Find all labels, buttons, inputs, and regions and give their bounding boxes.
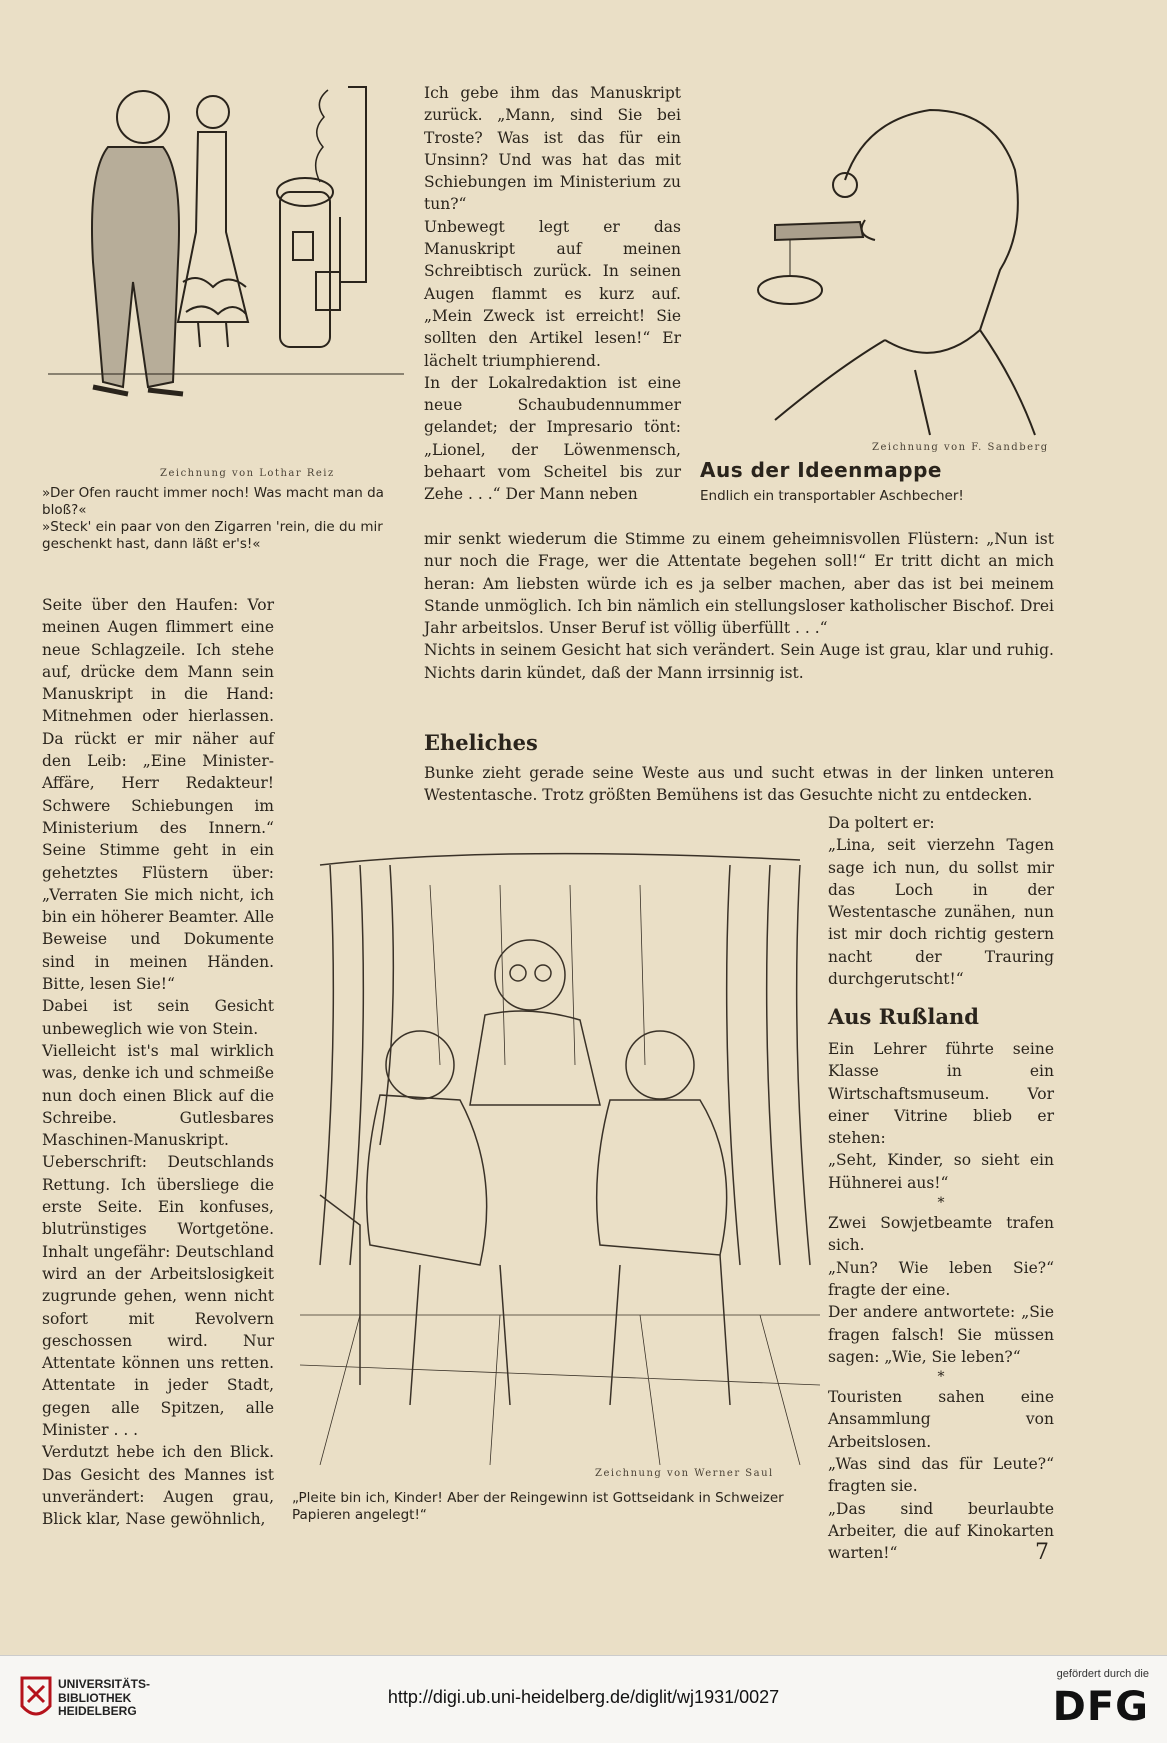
left-para: Dabei ist sein Gesicht unbeweglich wie von Stein. xyxy=(42,997,274,1038)
stove xyxy=(280,192,330,347)
left-para: Seite über den Haufen: Vor meinen Augen flimmert eine neue Schlagzeile. Ich stehe auf, drücke dem Mann sein Manuskript in die Hand: Mitnehmen oder hierlassen. Da rückt er mir näher auf den Leib: „Eine Minister-Affäre, Herr Redakteur! Schwere Schiebungen im Ministerium des Innern.“ Seine Stimme geht in ein gehetztes Flüstern über: „Verraten Sie mich nicht, ich bin ein höherer Beamter. Alle Beweise und Dokumente sind in meinen Händen. Bitte, lesen Sie!“ xyxy=(42,596,274,994)
separator-star: * xyxy=(937,1369,945,1386)
russland-para: Touristen sahen eine Ansammlung von Arbeitslosen. xyxy=(828,1388,1054,1451)
page-number: 7 xyxy=(1035,1540,1049,1565)
glasses xyxy=(833,173,857,197)
man-body xyxy=(92,147,179,387)
russland-column xyxy=(828,1038,1054,1565)
russland-para: „Das sind beurlaubte Arbeiter, die auf Kinokarten warten!“ xyxy=(828,1499,1054,1563)
cartoon1-caption-line2: »Steck' ein paar von den Zigarren 'rein, die du mir geschenkt hast, dann läßt er's!« xyxy=(42,519,383,552)
left-para: Vielleicht ist's mal wirklich was, denke ich und schmeiße nun doch einen Blick auf die Schreibe. Gutlesbares Maschinen-Manuskript. xyxy=(42,1041,274,1150)
cartoon3-caption: „Pleite bin ich, Kinder! Aber der Reingewinn ist Gottseidank in Schweizer Papieren angelegt!“ xyxy=(292,1490,784,1523)
footer-bar xyxy=(0,1655,1167,1743)
russland-para: „Was sind das für Leute?“ fragten sie. xyxy=(828,1455,1054,1496)
russland-para: Zwei Sowjetbeamte trafen sich. xyxy=(828,1214,1054,1255)
curtain-rod xyxy=(320,854,800,865)
source-url-link[interactable]: http://digi.ub.uni-heidelberg.de/diglit/wj1931/0027 xyxy=(387,1687,780,1707)
cartoon1-caption-line1: »Der Ofen raucht immer noch! Was macht man da bloß?« xyxy=(42,485,384,518)
cartoon3-credit: Zeichnung von Werner Saul xyxy=(595,1468,774,1479)
woman-dress xyxy=(178,132,248,322)
university-line: HEIDELBERG xyxy=(58,1704,137,1718)
funding-text: gefördert durch die xyxy=(1056,1668,1149,1680)
woman-head xyxy=(197,96,229,128)
stovepipe xyxy=(340,87,366,282)
ashtray xyxy=(758,276,822,304)
woman-right-head xyxy=(626,1031,694,1099)
eheliches-line: Da poltert er: xyxy=(828,814,935,832)
eheliches-line: „Lina, seit vierzehn Tagen sage ich nun, du sollst mir das Loch in der Westentasche zunähen, nun ist mir doch richtig gestern nacht der Trauring durchgerutscht!“ xyxy=(828,836,1054,989)
wide-para: Nichts in seinem Gesicht hat sich verändert. Sein Auge ist grau, klar und ruhig. Nichts darin kündet, daß der Mann irrsinnig ist. xyxy=(424,641,1054,682)
cartoon-pleite-drawing xyxy=(300,845,820,1465)
cartoon1-caption xyxy=(42,485,402,553)
cartoon-stove-drawing xyxy=(48,82,404,462)
collar xyxy=(775,330,1035,435)
floor-lines xyxy=(300,1315,820,1465)
russland-para: Der andere antwortete: „Sie fragen falsch! Sie müssen sagen: „Wie, Sie leben?“ xyxy=(828,1303,1054,1366)
cartoon-ashtray-drawing xyxy=(715,100,1055,440)
curtain-left xyxy=(320,865,393,1265)
dfg-logo: DFG xyxy=(1052,1684,1149,1730)
eheliches-title: Eheliches xyxy=(424,730,538,755)
cigar-holder xyxy=(775,222,863,240)
russland-para: „Seht, Kinder, so sieht ein Hühnerei aus!“ xyxy=(828,1151,1054,1192)
middle-para: In der Lokalredaktion ist eine neue Schaubudennummer gelandet; der Impresario tönt: „Lionel, der Löwenmensch, behaart vom Scheitel bis zur Zehe . . .“ Der Mann neben xyxy=(424,373,681,504)
woman-left-head xyxy=(386,1031,454,1099)
man-head-outline xyxy=(845,110,1018,353)
left-column xyxy=(42,594,274,1530)
window-grate xyxy=(316,272,340,310)
man-body xyxy=(470,1011,600,1105)
left-para: Ueberschrift: Deutschlands Rettung. Ich übersliege die erste Seite. Ein konfuses, blutrünstiges Wortgetöne. Inhalt ungefähr: Deutschland wird an der Arbeitslosigkeit zugrunde gehen, wenn nicht sofort mit Revolvern geschossen wird. Nur Attentate können uns retten. Attentate in jeder Stadt, gegen alle Spitzen, alle Minister . . . xyxy=(42,1153,274,1439)
wide-para: mir senkt wiederum die Stimme zu einem geheimnisvollen Flüstern: „Nun ist nur noch die Frage, wer die Attentate begehen soll!“ Er tritt dicht an mich heran: Am liebsten würde ich es ja selber machen, aber das ist bei meinem Stande unmöglich. Ich bin nämlich ein stellungsloser katholischer Bischof. Drei Jahr arbeitslos. Unser Beruf ist völlig überfüllt . . .“ xyxy=(424,530,1054,638)
cartoon2-credit: Zeichnung von F. Sandberg xyxy=(872,442,1049,453)
man-head xyxy=(117,91,169,143)
woman-left-body xyxy=(367,1095,487,1265)
cartoon2-title: Aus der Ideenmappe xyxy=(700,458,942,482)
woman-right-body xyxy=(597,1100,727,1255)
russland-title: Aus Rußland xyxy=(828,1004,979,1029)
left-para: Verdutzt hebe ich den Blick. Das Gesicht des Mannes ist unverändert: Augen grau, Blick klar, Nase gewöhnlich, xyxy=(42,1443,274,1529)
middle-para: Unbewegt legt er das Manuskript auf meinen Schreibtisch zurück. In seinen Augen flammt es kurz auf. „Mein Zweck ist erreicht! Sie sollten den Artikel lesen!“ Er lächelt triumphierend. xyxy=(424,217,681,370)
russland-para: „Nun? Wie leben Sie?“ fragte der eine. xyxy=(828,1258,1054,1299)
middle-para: Ich gebe ihm das Manuskript zurück. „Mann, sind Sie bei Troste? Was ist das für ein Unsinn? Und was hat das mit Schiebungen im Ministerium zu tun?“ xyxy=(424,84,681,214)
university-line: UNIVERSITÄTS- xyxy=(58,1677,151,1691)
eheliches-dialogue xyxy=(828,812,1054,990)
university-line: BIBLIOTHEK xyxy=(58,1690,132,1705)
cartoon2-caption: Endlich ein transportabler Aschbecher! xyxy=(700,488,964,504)
man-head xyxy=(495,940,565,1010)
cartoon1-credit: Zeichnung von Lothar Reiz xyxy=(160,468,335,479)
wide-text xyxy=(424,528,1054,684)
middle-column xyxy=(424,82,681,506)
separator-star: * xyxy=(937,1195,945,1212)
curtain-right xyxy=(727,865,810,1265)
russland-para: Ein Lehrer führte seine Klasse in ein Wirtschaftsmuseum. Vor einer Vitrine blieb er stehen: xyxy=(828,1040,1054,1148)
eheliches-intro: Bunke zieht gerade seine Weste aus und sucht etwas in der linken unteren Westentasche. Trotz größten Bemühens ist das Gesuchte nicht zu entdecken. xyxy=(424,764,1054,805)
